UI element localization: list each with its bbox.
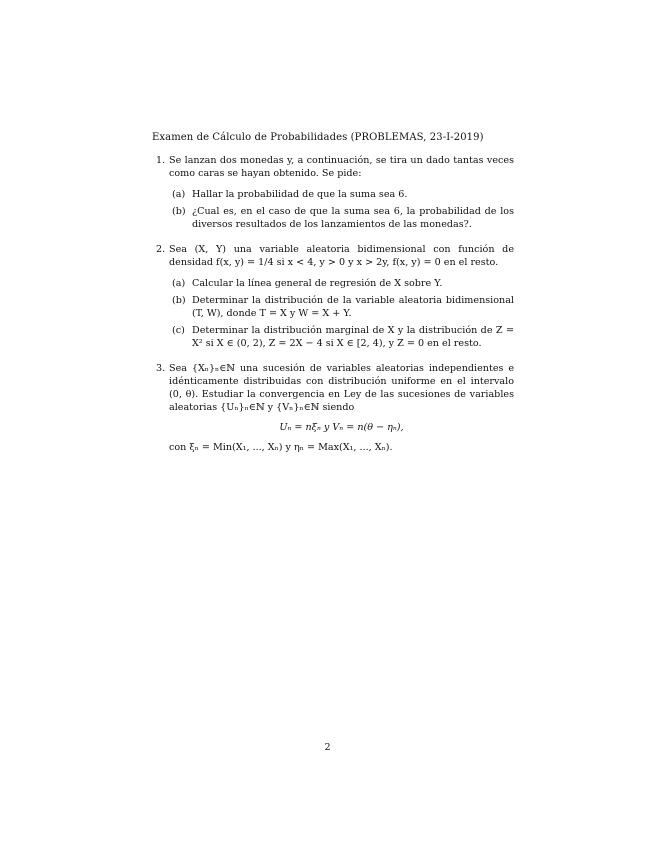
part-text: Calcular la línea general de regresión de X sobre Y. <box>192 278 443 289</box>
problem-number: 3. <box>156 363 166 374</box>
page-number: 2 <box>324 742 331 753</box>
part-label: (b) <box>172 206 186 217</box>
problem-part <box>169 277 514 290</box>
problem-tail-text: con ξₙ = Min(X₁, ..., Xₙ) y ηₙ = Max(X₁, ..., Xₙ). <box>169 442 393 453</box>
part-text: ¿Cual es, en el caso de que la suma sea 6, la probabilidad de los diversos resultados de los lanzamientos de las monedas?. <box>192 206 514 230</box>
problem-parts <box>169 188 514 231</box>
problem-statement: Se lanzan dos monedas y, a continuación, se tira un dado tantas veces como caras se hayan obtenido. Se pide: <box>169 155 514 179</box>
problem-statement: Sea {Xₙ}ₙ∈ℕ una sucesión de variables aleatorias independientes e idénticamente distribuidas con distribución uniforme en el intervalo (0, θ). Estudiar la convergencia en Ley de las sucesiones de variables aleatorias {Uₙ}ₙ∈ℕ y {Vₙ}ₙ∈ℕ siendo <box>169 363 514 413</box>
part-label: (b) <box>172 295 186 306</box>
problem-part <box>169 205 514 231</box>
part-text: Determinar la distribución marginal de X y la distribución de Z = X² si X ∈ (0, 2), Z = 2X − 4 si X ∈ [2, 4), y Z = 0 en el resto. <box>192 325 514 349</box>
problem-parts <box>169 277 514 350</box>
problem-number: 2. <box>156 244 166 255</box>
problem-part <box>169 294 514 320</box>
exam-content <box>152 131 514 466</box>
problem-part <box>169 188 514 201</box>
part-text: Determinar la distribución de la variable aleatoria bidimensional (T, W), donde T = X y W = X + Y. <box>192 295 514 319</box>
display-equation: Uₙ = nξₙ y Vₙ = n(θ − ηₙ), <box>279 422 404 433</box>
problem-statement: Sea (X, Y) una variable aleatoria bidimensional con función de densidad f(x, y) = 1/4 si x < 4, y > 0 y x > 2y, f(x, y) = 0 en el resto. <box>169 244 514 268</box>
part-label: (a) <box>172 189 186 200</box>
problem-3 <box>152 362 514 454</box>
part-text: Hallar la probabilidad de que la suma sea 6. <box>192 189 408 200</box>
problem-number: 1. <box>156 155 166 166</box>
part-label: (a) <box>172 278 186 289</box>
part-label: (c) <box>172 325 185 336</box>
exam-title: Examen de Cálculo de Probabilidades (PROBLEMAS, 23-I-2019) <box>152 132 484 143</box>
problem-part <box>169 324 514 350</box>
problem-2 <box>152 243 514 350</box>
problem-1 <box>152 154 514 231</box>
